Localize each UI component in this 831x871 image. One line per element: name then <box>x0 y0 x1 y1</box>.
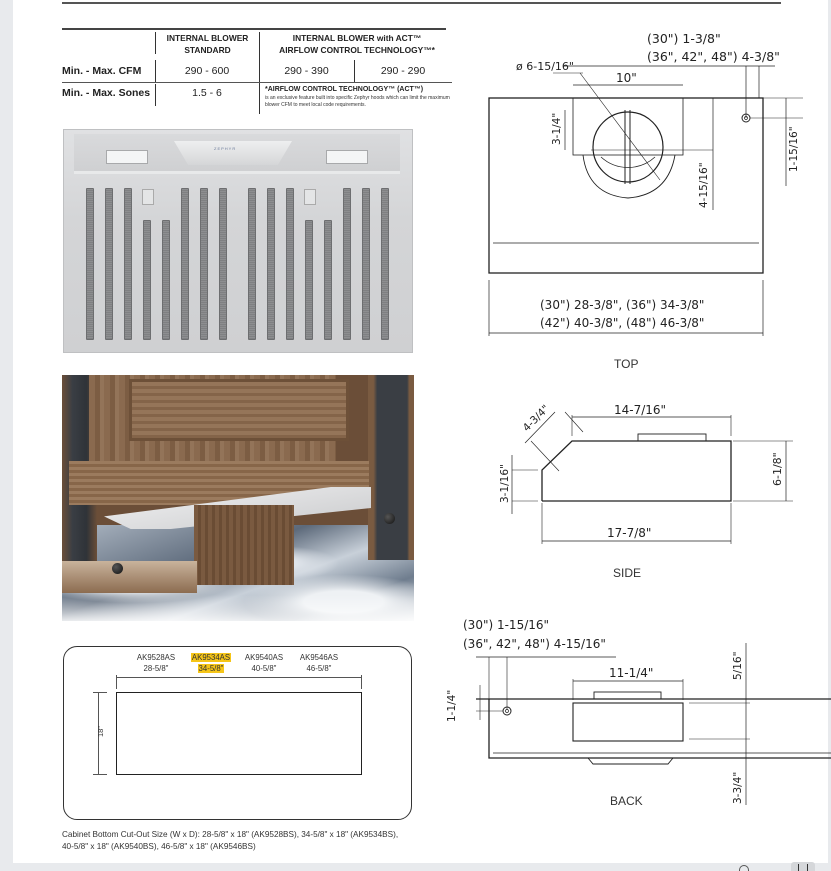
viewer-toolbar <box>0 863 831 871</box>
model-name: AK9540AS <box>244 653 284 662</box>
caption-line-2: 40-5/8" x 18" (AK9540BS), 46-5/8" x 18" (AK9546BS) <box>62 842 256 851</box>
side-dim-angle: 4-3/4" <box>520 402 552 435</box>
cfm-act-2: 290 - 290 <box>380 65 426 77</box>
top-offset-line-2: (36", 42", 48") 4-3/8" <box>647 49 780 64</box>
dim-4-15-16: 4-15/16" <box>698 162 710 208</box>
zoom-icon[interactable] <box>739 865 749 871</box>
side-dim-left: 3-1/16" <box>499 464 511 503</box>
back-dim-top-right: 5/16" <box>732 651 744 680</box>
dim-1-15-16: 1-15/16" <box>788 126 800 172</box>
header-standard-line2: STANDARD <box>184 45 231 55</box>
spec-sheet-page <box>13 0 828 863</box>
cfm-act-1: 290 - 390 <box>284 65 329 77</box>
act-footnote-body: is an exclusive feature built into specific Zephyr hoods which can limit the maximum blower CFM to meet local code requirements. <box>265 95 450 108</box>
technical-drawings <box>13 0 828 863</box>
control-text: ZEPHYR <box>214 146 237 151</box>
duct-diameter: ø 6-15/16" <box>516 60 574 73</box>
side-dim-right: 6-1/8" <box>771 452 784 486</box>
model-name: AK9534AS <box>191 653 231 662</box>
side-dim-top: 14-7/16" <box>614 403 667 417</box>
back-offset-line-2: (36", 42", 48") 4-15/16" <box>463 637 606 651</box>
model-width: 28-5/8" <box>143 664 169 673</box>
row-label-sones: Min. - Max. Sones <box>62 87 151 99</box>
header-act-line1: INTERNAL BLOWER with ACT™ <box>292 33 422 43</box>
side-dim-bottom: 17-7/8" <box>607 526 652 540</box>
cfm-standard: 290 - 600 <box>184 65 230 77</box>
depth-label: 18" <box>96 725 106 738</box>
act-footnote-title: *AIRFLOW CONTROL TECHNOLOGY™ (ACT™) <box>265 86 424 93</box>
top-view-drawing <box>489 66 803 336</box>
model-width: 46-5/8" <box>306 664 332 673</box>
back-dim-left: 1-1/4" <box>446 689 458 722</box>
back-offset-line-1: (30") 1-15/16" <box>463 618 550 632</box>
back-dim-width: 11-1/4" <box>609 666 654 680</box>
model-width: 40-5/8" <box>251 664 277 673</box>
model-width: 34-5/8" <box>198 664 224 673</box>
back-dim-bottom-right: 3-3/4" <box>732 771 744 804</box>
duct-width: 10" <box>616 71 637 85</box>
caption-line-1: Cabinet Bottom Cut-Out Size (W x D): 28-5/8" x 18" (AK9528BS), 34-5/8" x 18" (AK9534BS), <box>62 830 399 839</box>
header-standard-line1: INTERNAL BLOWER <box>166 33 249 43</box>
side-view-drawing <box>512 412 793 544</box>
top-view-label: TOP <box>614 357 639 371</box>
back-view-drawing <box>476 643 831 805</box>
sones-standard: 1.5 - 6 <box>192 87 222 99</box>
side-view-label: SIDE <box>613 566 642 580</box>
model-name: AK9546AS <box>299 653 339 662</box>
dim-3-1-4: 3-1/4" <box>551 112 563 145</box>
top-width-line-1: (30") 28-3/8", (36") 34-3/8" <box>540 298 705 312</box>
top-offset-line-1: (30") 1-3/8" <box>647 31 721 46</box>
page-view-button[interactable] <box>791 862 815 871</box>
header-act-line2: AIRFLOW CONTROL TECHNOLOGY™* <box>279 45 435 55</box>
model-name: AK9528AS <box>136 653 176 662</box>
row-label-cfm: Min. - Max. CFM <box>62 65 142 77</box>
top-width-line-2: (42") 40-3/8", (48") 46-3/8" <box>540 316 705 330</box>
back-view-label: BACK <box>610 794 643 808</box>
